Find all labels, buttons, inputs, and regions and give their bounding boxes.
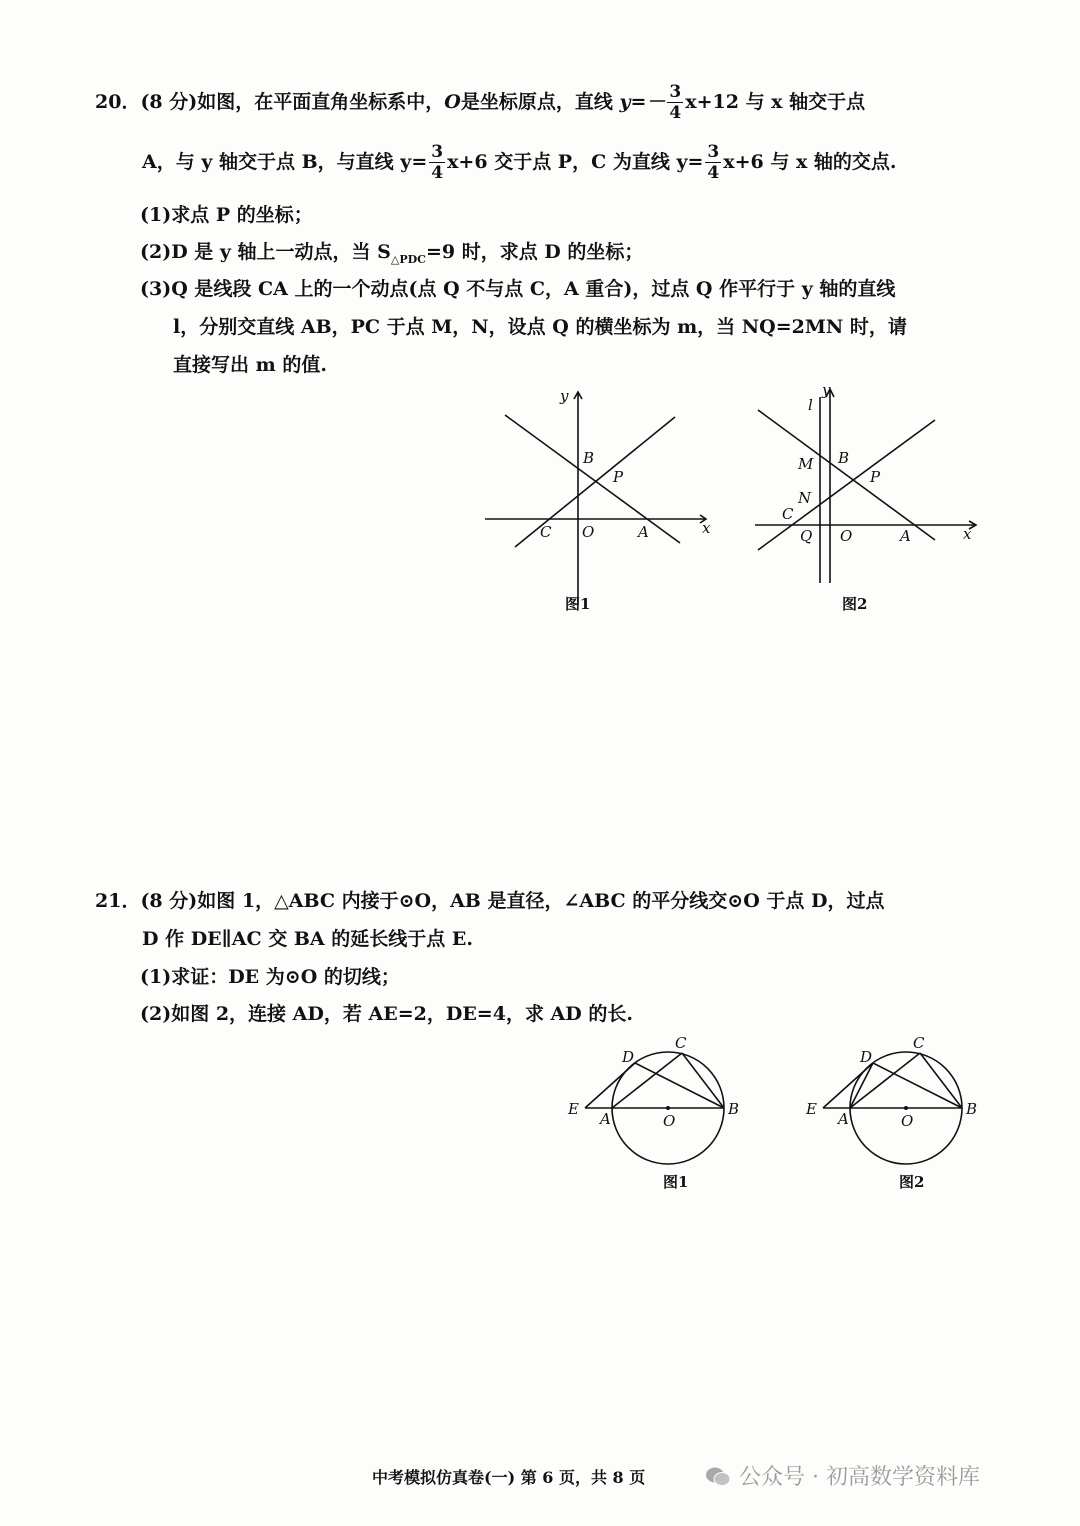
label-C: C — [540, 523, 552, 541]
q20-p2-pre: (2)D 是 y 轴上一动点，当 S — [140, 241, 391, 263]
caption-fig2: 图2 — [899, 1173, 925, 1191]
label-x: x — [702, 519, 711, 537]
label-D: D — [860, 1048, 873, 1066]
label-C: C — [675, 1034, 687, 1052]
label-A: A — [600, 1110, 611, 1128]
label-Q: Q — [800, 527, 813, 545]
q20-p2-sub: △PDC — [390, 252, 426, 266]
q20-l1-eq: y=－ — [619, 91, 666, 113]
segment-ED — [823, 1063, 873, 1108]
label-E: E — [568, 1100, 579, 1118]
label-B: B — [838, 449, 850, 467]
segment-DB — [635, 1063, 724, 1108]
page-footer: 中考模拟仿真卷(一) 第 6 页，共 8 页 — [372, 1468, 646, 1487]
watermark — [705, 1460, 980, 1491]
q20-part-1: (1)求点 P 的坐标； — [140, 204, 313, 226]
label-P: P — [870, 468, 881, 486]
label-y: y — [822, 381, 831, 399]
q20-l2-pre: A，与 y 轴交于点 B，与直线 y= — [142, 151, 428, 173]
fraction-3-4 — [705, 144, 721, 182]
q20-line-1 — [95, 84, 865, 122]
q20-figure-2 — [750, 381, 990, 625]
q21-part-2: (2)如图 2，连接 AD，若 AE=2，DE=4，求 AD 的长. — [140, 1003, 634, 1025]
segment-DB — [873, 1063, 962, 1108]
q21-part-1: (1)求证：DE 为⊙O 的切线； — [140, 966, 400, 988]
center-dot — [666, 1106, 670, 1110]
wechat-icon — [705, 1466, 731, 1488]
label-C: C — [913, 1034, 925, 1052]
caption-fig1: 图1 — [565, 595, 591, 613]
watermark-text: 公众号 · 初高数学资料库 — [739, 1465, 980, 1490]
caption-fig1: 图1 — [663, 1173, 689, 1191]
frac-num: 3 — [707, 142, 720, 162]
q21-figure-2 — [798, 1030, 998, 1200]
segment-CB — [682, 1053, 724, 1108]
frac-num: 3 — [669, 82, 682, 102]
label-O: O — [840, 527, 853, 545]
label-C: C — [782, 505, 794, 523]
segment-CB — [920, 1053, 962, 1108]
label-A: A — [900, 527, 911, 545]
fraction-3-4 — [429, 144, 445, 182]
frac-den: 4 — [707, 163, 720, 183]
label-D: D — [622, 1048, 635, 1066]
label-N: N — [798, 489, 812, 507]
q20-line-2 — [142, 144, 897, 182]
label-B: B — [966, 1100, 978, 1118]
q20-part-2 — [140, 237, 643, 266]
q20-figure-1 — [480, 385, 720, 625]
q20-l1-O: O — [444, 91, 461, 113]
q20-p2-post: =9 时，求点 D 的坐标； — [425, 241, 644, 263]
line-pc — [515, 417, 675, 547]
q20-part-3-line-2: l，分别交直线 AB，PC 于点 M，N，设点 Q 的横坐标为 m，当 NQ=2MN 时，请 — [173, 316, 907, 338]
q20-l1-mid: 是坐标原点，直线 — [460, 91, 620, 113]
segment-ED — [585, 1063, 635, 1108]
q21-line-2: D 作 DE∥AC 交 BA 的延长线于点 E. — [142, 928, 473, 950]
q20-l2-post: x+6 与 x 轴的交点. — [723, 151, 897, 173]
q20-l2-mid: x+6 交于点 P，C 为直线 y= — [447, 151, 704, 173]
caption-fig2: 图2 — [842, 595, 868, 613]
label-O: O — [663, 1112, 676, 1130]
segment-AD — [850, 1063, 873, 1108]
label-A: A — [638, 523, 649, 541]
q20-part-3-line-3: 直接写出 m 的值. — [173, 354, 327, 376]
q21-figure-1 — [560, 1030, 760, 1200]
label-E: E — [806, 1100, 817, 1118]
label-B: B — [583, 449, 595, 467]
label-B: B — [728, 1100, 740, 1118]
label-O: O — [582, 523, 595, 541]
q20-l1-post: x+12 与 x 轴交于点 — [685, 91, 866, 113]
label-A: A — [838, 1110, 849, 1128]
label-P: P — [613, 468, 624, 486]
label-M: M — [798, 455, 814, 473]
q21-line-1: 21．(8 分)如图 1，△ABC 内接于⊙O，AB 是直径，∠ABC 的平分线交⊙O 于点 D，过点 — [95, 890, 885, 912]
q20-part-3-line-1: (3)Q 是线段 CA 上的一个动点(点 Q 不与点 C，A 重合)，过点 Q 作平行于 y 轴的直线 — [140, 278, 896, 300]
label-x: x — [963, 525, 972, 543]
center-dot — [904, 1106, 908, 1110]
label-O: O — [901, 1112, 914, 1130]
label-y: y — [560, 387, 569, 405]
frac-den: 4 — [431, 163, 444, 183]
frac-den: 4 — [669, 103, 682, 123]
frac-num: 3 — [431, 142, 444, 162]
label-l: l — [808, 396, 813, 414]
q20-l1-text: 20．(8 分)如图，在平面直角坐标系中， — [95, 91, 445, 113]
fraction-3-4 — [667, 84, 683, 122]
